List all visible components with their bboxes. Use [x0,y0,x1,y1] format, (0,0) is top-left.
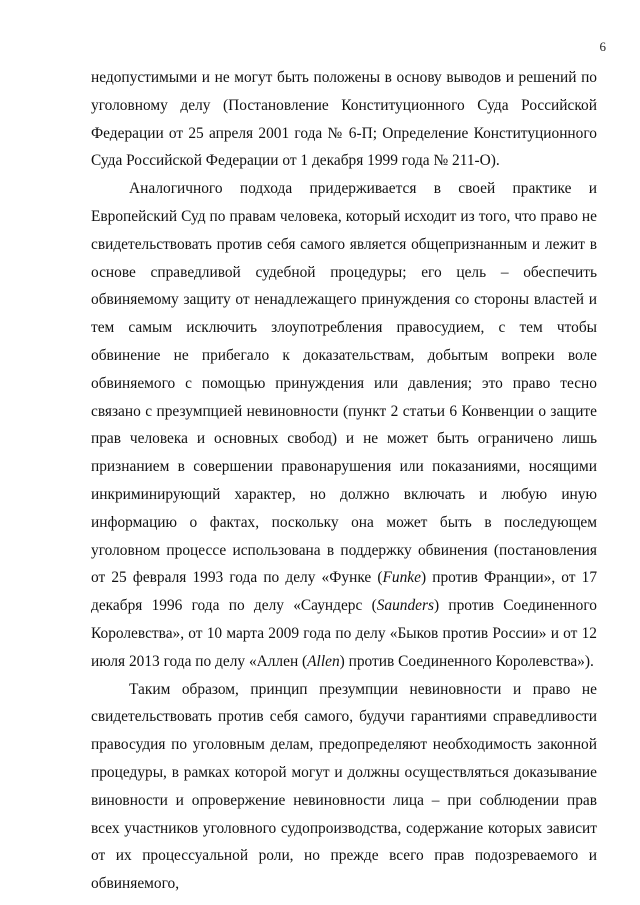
paragraph-text: Таким образом, принцип презумпции невиновности и право не свидетельствовать против себя самого, будучи гарантиями справедливости правосудия по уголовным делам, предопределяют необходимость законной процедуры, в рамках которой могут и должны осуществляться доказывание виновности и опровержение невиновности лица – при соблюдении прав всех участников уголовного судопроизводства, содержание которых зависит от их процессуальной роли, но прежде всего прав подозреваемого и обвиняемого, [91,680,597,893]
body-paragraph [91,676,597,898]
paragraph-text: недопустимыми и не могут быть положены в основу выводов и решений по уголовному делу (Постановление Конституционного Суда Российской Федерации от 25 апреля 2001 года № 6-П; Определение Конституционного Суда Российской Федерации от 1 декабря 1999 года № 211-О). [91,69,597,170]
document-body [91,64,597,898]
italic-case-name: Allen [307,652,340,670]
italic-case-name: Funke [382,569,421,587]
paragraph-text: ) против Соединенного Королевства»). [339,652,594,670]
paragraph-text: Аналогичного подхода придерживается в своей практике и Европейский Суд по правам человека, который исходит из того, что право не свидетельствовать против себя самого является общепризнанным и лежит в основе справедливой судебной процедуры; его цель – обеспечить обвиняемому защиту от ненадлежащего принуждения со стороны властей и тем самым исключить злоупотребления правосудием, с тем чтобы обвинение не прибегало к доказательствам, добытым вопреки воле обвиняемого с помощью принуждения или давления; это право тесно связано с презумпцией невиновности (пункт 2 статьи 6 Конвенции о защите прав человека и основных свобод) и не может быть ограничено лишь признанием в совершении правонарушения или показаниями, носящими инкриминирующий характер, но должно включать и любую иную информацию о фактах, поскольку она может быть в последующем уголовном процессе использована в поддержку обвинения (постановления от 25 февраля 1993 года по делу «Функе ( [91,180,597,587]
page-number: 6 [599,39,606,54]
body-paragraph [91,64,597,175]
body-paragraph [91,175,597,675]
italic-case-name: Saunders [376,597,434,615]
paragraph-text: ) против Соединенного Королевства», от 10 марта 2009 года по делу «Быков против России» и от 12 июля 2013 года по делу «Аллен ( [91,597,597,670]
paragraph-text: ) против Франции», от 17 декабря 1996 года по делу «Саундерс ( [91,569,598,615]
